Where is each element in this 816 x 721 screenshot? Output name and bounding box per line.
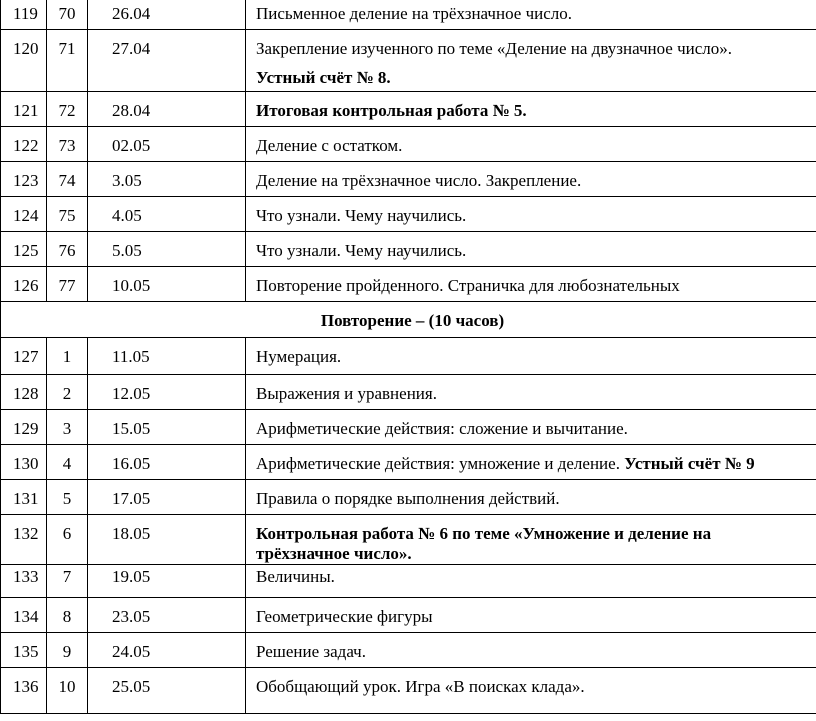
table-row bbox=[1, 127, 816, 162]
lesson-date: 5.05 bbox=[88, 232, 246, 267]
lesson-topic: Геометрические фигуры bbox=[246, 598, 816, 633]
lesson-date: 10.05 bbox=[88, 267, 246, 302]
lesson-topic-text: Арифметические действия: умножение и деление. bbox=[256, 454, 625, 473]
lesson-date: 19.05 bbox=[88, 565, 246, 598]
lesson-number: 122 bbox=[1, 127, 47, 162]
topic-lesson-number: 72 bbox=[47, 92, 88, 127]
lesson-date: 12.05 bbox=[88, 375, 246, 410]
table-row bbox=[1, 668, 816, 714]
topic-lesson-number: 73 bbox=[47, 127, 88, 162]
lesson-date: 26.04 bbox=[88, 0, 246, 30]
section-header-row bbox=[1, 302, 816, 338]
lesson-number: 136 bbox=[1, 668, 47, 714]
lesson-topic bbox=[246, 30, 816, 92]
lesson-date: 16.05 bbox=[88, 445, 246, 480]
topic-lesson-number: 10 bbox=[47, 668, 88, 714]
lesson-date: 24.05 bbox=[88, 633, 246, 668]
lesson-number: 135 bbox=[1, 633, 47, 668]
lesson-date: 4.05 bbox=[88, 197, 246, 232]
table-row bbox=[1, 445, 816, 480]
lesson-date: 25.05 bbox=[88, 668, 246, 714]
lesson-number: 130 bbox=[1, 445, 47, 480]
topic-lesson-number: 71 bbox=[47, 30, 88, 92]
lesson-date: 28.04 bbox=[88, 92, 246, 127]
lesson-number: 124 bbox=[1, 197, 47, 232]
lesson-topic: Нумерация. bbox=[246, 338, 816, 375]
table-row bbox=[1, 267, 816, 302]
table-row bbox=[1, 232, 816, 267]
lesson-topic: Правила о порядке выполнения действий. bbox=[246, 480, 816, 515]
topic-lesson-number: 70 bbox=[47, 0, 88, 30]
table-row bbox=[1, 375, 816, 410]
lesson-date: 3.05 bbox=[88, 162, 246, 197]
lesson-topic: Письменное деление на трёхзначное число. bbox=[246, 0, 816, 30]
lesson-number: 119 bbox=[1, 0, 47, 30]
lesson-date: 17.05 bbox=[88, 480, 246, 515]
lesson-date: 23.05 bbox=[88, 598, 246, 633]
table-row bbox=[1, 92, 816, 127]
lesson-date: 18.05 bbox=[88, 515, 246, 565]
table-row bbox=[1, 633, 816, 668]
topic-lesson-number: 75 bbox=[47, 197, 88, 232]
topic-lesson-number: 6 bbox=[47, 515, 88, 565]
oral-count-note: Устный счёт № 9 bbox=[624, 454, 755, 473]
topic-lesson-number: 76 bbox=[47, 232, 88, 267]
lesson-date: 15.05 bbox=[88, 410, 246, 445]
table-row bbox=[1, 197, 816, 232]
topic-lesson-number: 4 bbox=[47, 445, 88, 480]
lesson-topic: Арифметические действия: сложение и вычитание. bbox=[246, 410, 816, 445]
lesson-date: 11.05 bbox=[88, 338, 246, 375]
lesson-topic: Обобщающий урок. Игра «В поисках клада». bbox=[246, 668, 816, 714]
lesson-topic: Величины. bbox=[246, 565, 816, 598]
lesson-date: 02.05 bbox=[88, 127, 246, 162]
lesson-number: 120 bbox=[1, 30, 47, 92]
topic-lesson-number: 74 bbox=[47, 162, 88, 197]
section-title: Повторение – (10 часов) bbox=[1, 302, 816, 338]
lesson-number: 126 bbox=[1, 267, 47, 302]
table-row bbox=[1, 480, 816, 515]
oral-count-note: Устный счёт № 8. bbox=[256, 68, 391, 87]
topic-lesson-number: 9 bbox=[47, 633, 88, 668]
table-row bbox=[1, 565, 816, 598]
table-row bbox=[1, 30, 816, 92]
topic-lesson-number: 7 bbox=[47, 565, 88, 598]
lesson-number: 129 bbox=[1, 410, 47, 445]
lesson-topic: Деление на трёхзначное число. Закрепление. bbox=[246, 162, 816, 197]
lesson-number: 131 bbox=[1, 480, 47, 515]
topic-lesson-number: 77 bbox=[47, 267, 88, 302]
lesson-topic: Решение задач. bbox=[246, 633, 816, 668]
lesson-topic: Контрольная работа № 6 по теме «Умножение и деление на трёхзначное число». bbox=[246, 515, 816, 565]
lesson-topic: Что узнали. Чему научились. bbox=[246, 197, 816, 232]
topic-lesson-number: 2 bbox=[47, 375, 88, 410]
table-row bbox=[1, 410, 816, 445]
lesson-number: 128 bbox=[1, 375, 47, 410]
lesson-topic: Деление с остатком. bbox=[246, 127, 816, 162]
topic-lesson-number: 1 bbox=[47, 338, 88, 375]
lesson-topic: Повторение пройденного. Страничка для любознательных bbox=[246, 267, 816, 302]
lesson-number: 123 bbox=[1, 162, 47, 197]
lesson-topic-text: Закрепление изученного по теме «Деление на двузначное число». bbox=[256, 39, 733, 58]
topic-lesson-number: 8 bbox=[47, 598, 88, 633]
lesson-number: 132 bbox=[1, 515, 47, 565]
lesson-topic: Итоговая контрольная работа № 5. bbox=[246, 92, 816, 127]
lesson-number: 127 bbox=[1, 338, 47, 375]
lesson-date: 27.04 bbox=[88, 30, 246, 92]
table-row bbox=[1, 598, 816, 633]
lesson-topic bbox=[246, 445, 816, 480]
lesson-number: 133 bbox=[1, 565, 47, 598]
table-row bbox=[1, 338, 816, 375]
table-row bbox=[1, 0, 816, 30]
lesson-topic: Что узнали. Чему научились. bbox=[246, 232, 816, 267]
table-row bbox=[1, 515, 816, 565]
lesson-topic: Выражения и уравнения. bbox=[246, 375, 816, 410]
topic-lesson-number: 3 bbox=[47, 410, 88, 445]
table-row bbox=[1, 162, 816, 197]
topic-lesson-number: 5 bbox=[47, 480, 88, 515]
lesson-number: 134 bbox=[1, 598, 47, 633]
lesson-number: 121 bbox=[1, 92, 47, 127]
lesson-number: 125 bbox=[1, 232, 47, 267]
